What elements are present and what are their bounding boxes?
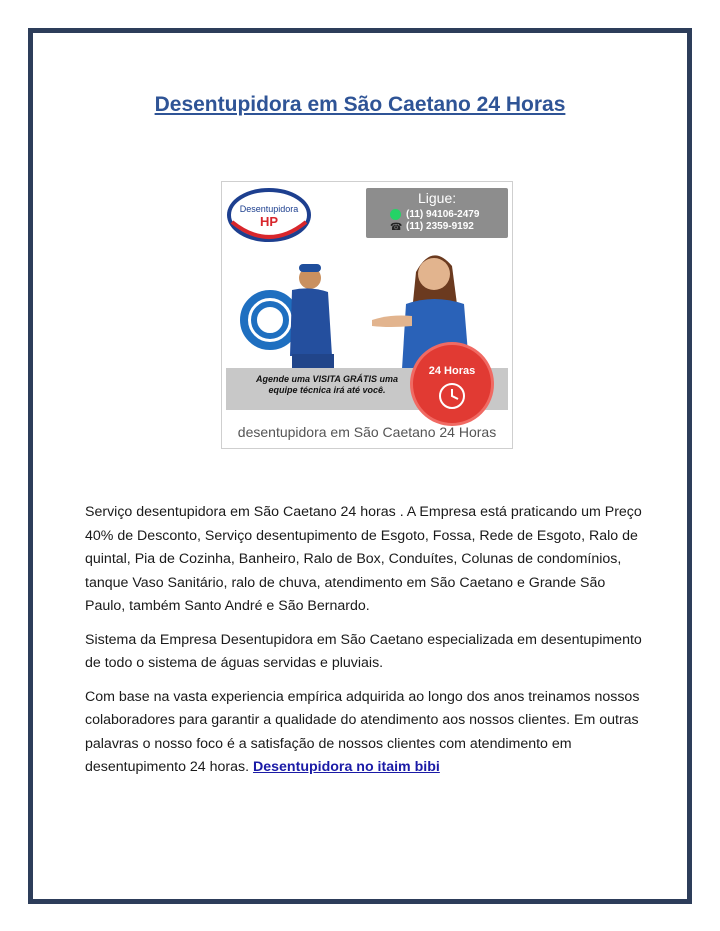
logo-line1: Desentupidora [239,204,299,214]
paragraph-2: Sistema da Empresa Desentupidora em São Caetano especializada em desentupimento de todo o sistema de águas servidas e pluviais. [85,631,642,671]
contact-box [366,188,508,238]
paragraph-3 [85,686,645,780]
article-body [85,501,645,790]
24h-badge [410,342,494,426]
advertisement-image [221,181,513,449]
logo-line2: HP [259,214,279,229]
phone-icon: ☎ [390,222,403,233]
ligue-label: Ligue: [418,190,457,206]
page-frame [28,28,692,904]
paragraph-1: Serviço desentupidora em São Caetano 24 horas . A Empresa está praticando um Preço 40% de Desconto, Serviço desentupimento de Esgoto, Fossa, Rede de Esgoto, Ralo de quintal, Pia de Cozinha, Banheiro, Ralo de Box, Conduítes, Colunas de condomínios, tanque Vaso Sanitário, ralo de chuva, atendimento em São Caetano e Grande São Paulo, também Santo André e São Bernardo. [85,504,642,614]
image-caption: desentupidora em São Caetano 24 Horas [237,424,497,440]
company-logo [226,186,312,244]
promo-text: Agende uma VISITA GRÁTIS uma equipe técnica irá até você. [255,374,399,395]
phone-2: (11) 2359-9192 [406,221,474,232]
badge-text: 24 Horas [428,365,476,377]
phone-1: (11) 94106-2479 [406,209,480,220]
paragraph-3-text: Com base na vasta experiencia empírica adquirida ao longo dos anos treinamos nossos colaboradores para garantir a qualidade do atendimento aos nossos clientes. Em outras palavras o nosso foco é a satisfação de nossos clientes com atendimento em desentupimento 24 horas. [85,688,640,775]
itaim-bibi-link[interactable]: Desentupidora no itaim bibi [253,759,440,775]
clock-icon [437,381,467,411]
whatsapp-icon [390,209,401,220]
page-title[interactable]: Desentupidora em São Caetano 24 Horas [154,93,566,116]
